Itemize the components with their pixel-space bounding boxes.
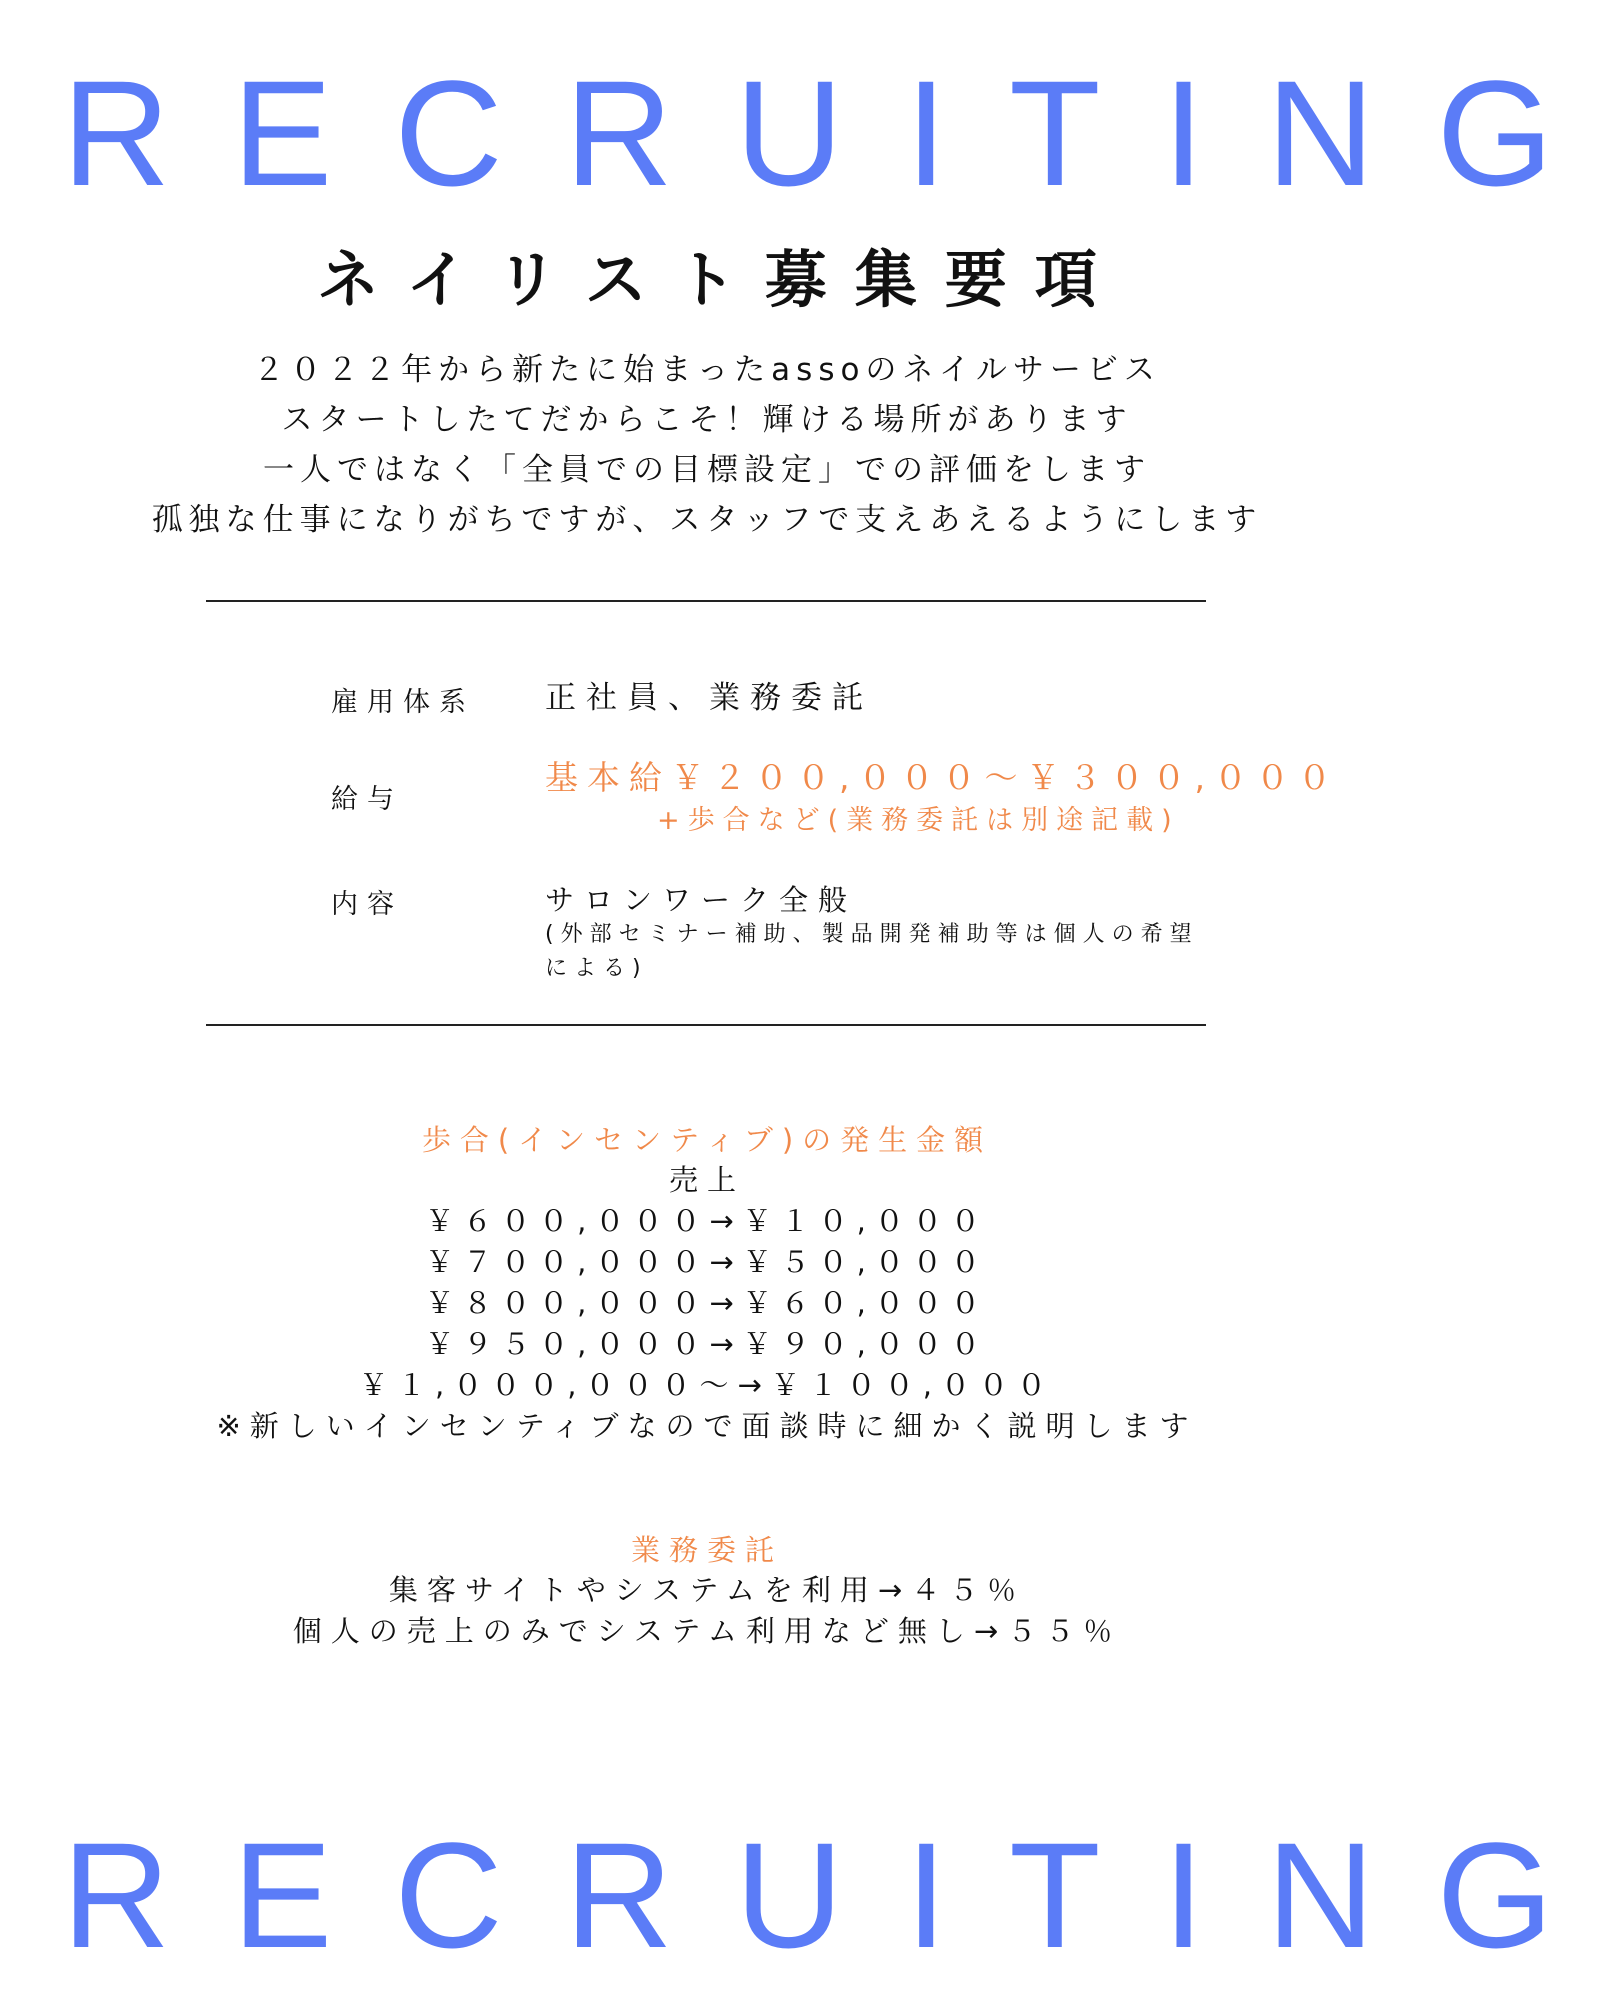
- content-label: 内容: [331, 889, 403, 920]
- salary-label: 給与: [331, 784, 403, 815]
- salary-note: +歩合など(業務委託は別途記載): [657, 805, 1180, 836]
- outsourcing-list: [0, 1570, 1414, 1652]
- content-value: サロンワーク全般: [545, 883, 858, 917]
- incentive-note: ※新しいインセンティブなので面談時に細かく説明します: [216, 1409, 1198, 1443]
- recruiting-heading-top: RECRUITING: [62, 49, 1615, 217]
- incentive-list: [0, 1160, 1414, 1447]
- divider-bottom: [206, 1024, 1206, 1026]
- incentive-line: 売上: [668, 1163, 745, 1197]
- divider-top: [206, 600, 1206, 602]
- employment-value: 正社員、業務委託: [545, 680, 873, 716]
- intro-text: [0, 345, 1414, 545]
- incentive-title: 歩合(インセンティブ)の発生金額: [421, 1123, 993, 1157]
- incentive-line: ￥７００,０００→￥５０,０００: [425, 1245, 989, 1279]
- salary-value: 基本給￥２００,０００～￥３００,０００: [545, 758, 1340, 797]
- incentive-line: ￥９５０,０００→￥９０,０００: [425, 1327, 989, 1361]
- incentive-line: ￥８００,０００→￥６０,０００: [425, 1286, 989, 1320]
- intro-line: スタートしたてだからこそ！輝ける場所があります: [281, 402, 1133, 438]
- intro-line: 孤独な仕事になりがちですが、スタッフで支えあえるようにします: [151, 502, 1263, 538]
- intro-line: 一人ではなく「全員での目標設定」での評価をします: [263, 452, 1151, 488]
- outsourcing-title: 業務委託: [630, 1533, 783, 1567]
- outsourcing-line: 個人の売上のみでシステム利用など無し→５５％: [292, 1614, 1122, 1648]
- employment-label: 雇用体系: [331, 687, 475, 718]
- intro-line: ２０２２年から新たに始まったassoのネイルサービス: [253, 352, 1161, 388]
- recruiting-heading-bottom: RECRUITING: [62, 1811, 1615, 1979]
- content-note: (外部セミナー補助、製品開発補助等は個人の希望による): [545, 922, 1199, 981]
- incentive-line: ￥１,０００,０００～→￥１００,０００: [359, 1368, 1055, 1402]
- outsourcing-line: 集客サイトやシステムを利用→４５％: [388, 1573, 1026, 1607]
- incentive-line: ￥６００,０００→￥１０,０００: [425, 1204, 989, 1238]
- page-title: ネイリスト募集要項: [317, 243, 1125, 316]
